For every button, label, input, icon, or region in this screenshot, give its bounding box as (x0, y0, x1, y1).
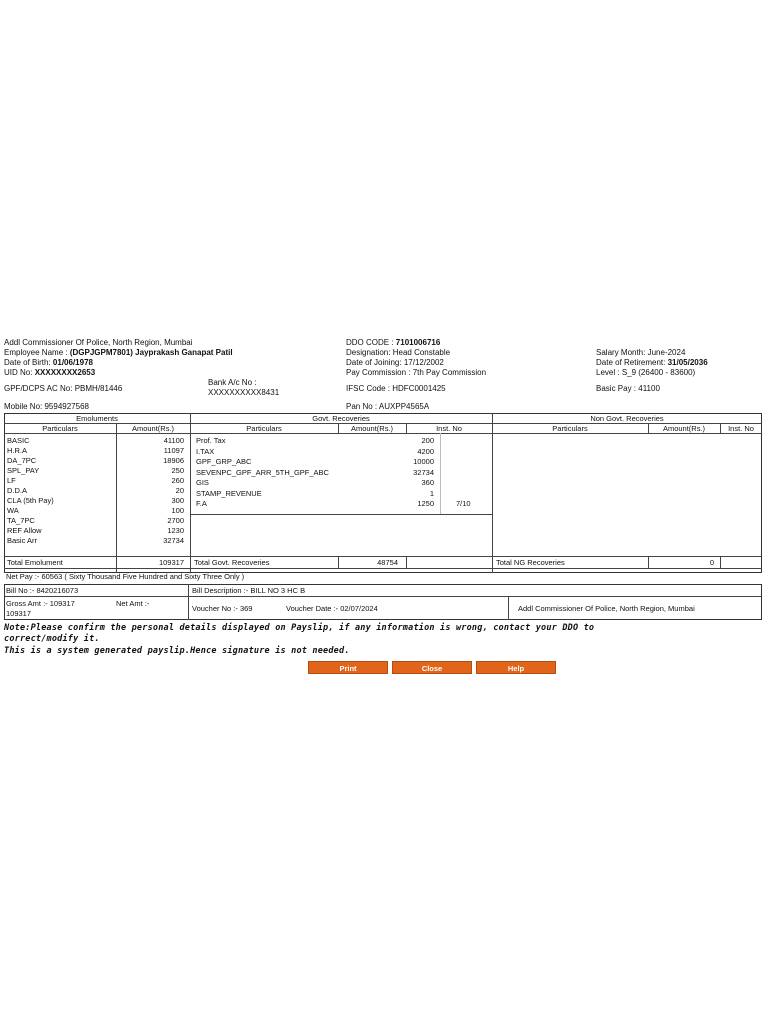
total-ng-value: 0 (709, 558, 714, 567)
govt-recovery-name: GPF_GRP_ABC (196, 457, 252, 466)
designation: Designation: Head Constable (346, 348, 451, 357)
emol-particulars-header: Particulars (42, 424, 78, 433)
help-button[interactable]: Help (476, 661, 556, 674)
emolument-name: TA_7PC (7, 516, 35, 525)
govt-recovery-inst: 7/10 (456, 499, 471, 508)
ifsc-code: IFSC Code : HDFC0001425 (346, 384, 446, 393)
ddo-code: DDO CODE : 7101006716 (346, 338, 441, 347)
emolument-amount: 41100 (163, 436, 184, 445)
pan-number: Pan No : AUXPP4565A (346, 402, 430, 411)
office-name: Addl Commissioner Of Police, North Region, Mumbai (4, 338, 193, 347)
emoluments-heading: Emoluments (76, 414, 118, 423)
total-emolument-label: Total Emolument (7, 558, 63, 567)
close-button[interactable]: Close (392, 661, 472, 674)
ng-amount-header: Amount(Rs.) (662, 424, 706, 433)
govt-particulars-header: Particulars (246, 424, 282, 433)
emolument-amount: 250 (171, 466, 184, 475)
emolument-name: DA_7PC (7, 456, 37, 465)
emol-amount-header: Amount(Rs.) (131, 424, 175, 433)
emolument-amount: 100 (171, 506, 184, 515)
voucher-number: Voucher No :- 369 (192, 604, 253, 613)
print-button[interactable]: Print (308, 661, 388, 674)
bill-number: Bill No :- 8420216073 (6, 586, 79, 595)
govt-recovery-name: Prof. Tax (196, 436, 226, 445)
ng-inst-header: Inst. No (728, 424, 754, 433)
bill-description: Bill Description :- BILL NO 3 HC B (192, 586, 306, 595)
total-govt-label: Total Govt. Recoveries (194, 558, 270, 567)
net-amount-label: Net Amt :- (116, 599, 150, 608)
employee-name: Employee Name : (DGPJGPM7801) Jayprakash Ganapat Patil (4, 348, 233, 357)
govt-recovery-amount: 360 (421, 478, 434, 487)
date-of-birth: Date of Birth: 01/06/1978 (4, 358, 93, 367)
total-emolument-value: 109317 (158, 558, 184, 567)
date-of-joining: Date of Joining: 17/12/2002 (346, 358, 444, 367)
emolument-name: H.R.A (7, 446, 28, 455)
emolument-amount: 32734 (163, 536, 184, 545)
govt-recovery-name: GIS (196, 478, 209, 487)
salary-month: Salary Month: June-2024 (596, 348, 686, 357)
gpf-number: GPF/DCPS AC No: PBMH/81446 (4, 384, 123, 393)
emolument-amount: 11097 (163, 446, 184, 455)
basic-pay: Basic Pay : 41100 (596, 384, 660, 393)
note-line-2: correct/modify it. (4, 634, 100, 644)
govt-recovery-amount: 1 (429, 488, 434, 498)
govt-recovery-amount: 4200 (417, 446, 434, 456)
office-footer: Addl Commissioner Of Police, North Region, Mumbai (518, 604, 695, 613)
bank-ac-number: XXXXXXXXXX8431 (208, 388, 280, 397)
govt-recovery-name: SEVENPC_GPF_ARR_5TH_GPF_ABC (196, 467, 329, 477)
emolument-name: D.D.A (7, 486, 28, 495)
emolument-name: CLA (5th Pay) (7, 496, 54, 505)
govt-recoveries-heading: Govt. Recoveries (312, 414, 370, 423)
uid-number: UID No: XXXXXXXX2653 (4, 368, 96, 377)
govt-amount-header: Amount(Rs.) (350, 424, 394, 433)
emolument-amount: 1230 (167, 526, 184, 535)
note-line-3: This is a system generated payslip.Hence signature is not needed. (4, 646, 350, 656)
emolument-name: BASIC (7, 436, 30, 445)
mobile-number: Mobile No: 9594927568 (4, 402, 89, 411)
net-pay: Net Pay :- 60563 ( Sixty Thousand Five Hundred and Sixty Three Only ) (6, 572, 245, 581)
govt-recovery-amount: 1250 (417, 499, 434, 508)
date-of-retirement: Date of Retirement: 31/05/2036 (596, 358, 708, 367)
govt-recovery-name: STAMP_REVENUE (196, 488, 262, 498)
emolument-name: LF (7, 476, 16, 485)
emolument-amount: 2700 (167, 516, 184, 525)
emolument-amount: 260 (171, 476, 184, 485)
ng-particulars-header: Particulars (552, 424, 588, 433)
govt-recovery-amount: 10000 (413, 457, 434, 466)
gross-amount: Gross Amt :- 109317 (6, 599, 75, 608)
emolument-amount: 20 (175, 486, 184, 495)
govt-inst-header: Inst. No (436, 424, 462, 433)
note-line-1: Note:Please confirm the personal details displayed on Payslip, if any information is wrong, contact your DDO to (4, 623, 595, 633)
emolument-amount: 300 (171, 496, 184, 505)
non-govt-recoveries-heading: Non Govt. Recoveries (590, 414, 664, 423)
bank-ac-label: Bank A/c No : (208, 378, 257, 387)
net-amount-value: 109317 (6, 609, 32, 618)
pay-level: Level : S_9 (26400 - 83600) (596, 368, 696, 377)
total-govt-value: 48754 (377, 558, 398, 567)
voucher-date: Voucher Date :- 02/07/2024 (286, 604, 378, 613)
total-ng-label: Total NG Recoveries (496, 558, 565, 567)
emolument-name: WA (7, 506, 19, 515)
emolument-name: SPL_PAY (7, 466, 40, 475)
emolument-name: Basic Arr (7, 536, 38, 545)
pay-commission: Pay Commission : 7th Pay Commission (346, 368, 487, 377)
govt-recovery-name: I.TAX (196, 446, 215, 456)
govt-recovery-name: F.A (196, 499, 207, 508)
govt-recovery-amount: 32734 (413, 467, 434, 477)
govt-recovery-amount: 200 (421, 436, 434, 445)
emolument-amount: 18906 (163, 456, 184, 465)
emolument-name: REF Allow (7, 526, 42, 535)
